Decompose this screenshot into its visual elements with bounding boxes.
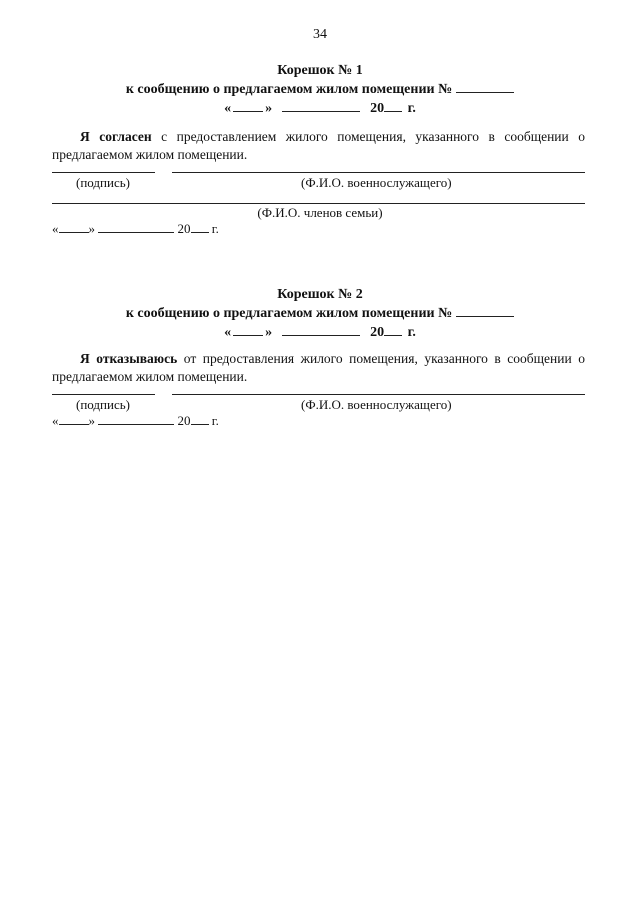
month-blank bbox=[282, 323, 360, 336]
stub-1-heading bbox=[0, 62, 640, 118]
sign-year-blank bbox=[191, 413, 209, 425]
sign-year-prefix: 20 bbox=[177, 221, 191, 236]
refusal-phrase: Я отказываюсь bbox=[80, 351, 178, 366]
stub-2-subtitle-text: к сообщению о предлагаемом жилом помещении № bbox=[125, 306, 453, 321]
year-suffix: г. bbox=[407, 101, 416, 116]
sign-month-blank bbox=[98, 413, 174, 425]
sign-date-close-quote: » bbox=[88, 413, 95, 428]
refusal-rest: от предоставления жилого помещения, указанного в сообщении о предлагаемом жилом помещении. bbox=[52, 351, 585, 384]
consent-rest: с предоставлением жилого помещения, указанного в сообщении о предлагаемом жилом помещении. bbox=[52, 129, 585, 162]
stub-1-subtitle-text: к сообщению о предлагаемом жилом помещении № bbox=[125, 82, 453, 97]
stub-2-heading bbox=[0, 286, 640, 342]
sign-year-blank bbox=[191, 221, 209, 233]
signature-line bbox=[52, 394, 155, 395]
month-blank bbox=[282, 99, 360, 112]
sign-year-suffix: г. bbox=[211, 221, 219, 236]
family-caption: (Ф.И.О. членов семьи) bbox=[257, 205, 383, 220]
stub-2-sign-date bbox=[52, 413, 219, 429]
sign-date-open-quote: « bbox=[52, 413, 59, 428]
date-close-quote: » bbox=[265, 325, 273, 340]
year-prefix: 20 bbox=[370, 325, 385, 340]
message-number-blank bbox=[456, 80, 514, 93]
signature-caption: (подпись) bbox=[76, 175, 130, 190]
fio-line bbox=[172, 172, 585, 173]
sign-day-blank bbox=[59, 413, 89, 425]
sign-date-close-quote: » bbox=[88, 221, 95, 236]
fio-caption: (Ф.И.О. военнослужащего) bbox=[301, 397, 452, 412]
year-suffix: г. bbox=[407, 325, 416, 340]
stub-2-title: Корешок № 2 bbox=[277, 287, 363, 302]
day-blank bbox=[233, 99, 263, 112]
sign-date-open-quote: « bbox=[52, 221, 59, 236]
sign-year-prefix: 20 bbox=[177, 413, 191, 428]
year-blank bbox=[384, 323, 402, 336]
stub-1-sign-date bbox=[52, 221, 219, 237]
consent-phrase: Я согласен bbox=[80, 129, 152, 144]
page-number: 34 bbox=[313, 27, 327, 42]
stub-1-subtitle bbox=[0, 80, 640, 99]
date-open-quote: « bbox=[224, 101, 232, 116]
date-open-quote: « bbox=[224, 325, 232, 340]
year-prefix: 20 bbox=[370, 101, 385, 116]
stub-1-statement bbox=[52, 128, 585, 164]
fio-caption: (Ф.И.О. военнослужащего) bbox=[301, 175, 452, 190]
stub-1-date bbox=[0, 99, 640, 118]
signature-caption: (подпись) bbox=[76, 397, 130, 412]
year-blank bbox=[384, 99, 402, 112]
day-blank bbox=[233, 323, 263, 336]
date-close-quote: » bbox=[265, 101, 273, 116]
signature-line bbox=[52, 172, 155, 173]
family-line bbox=[52, 203, 585, 204]
stub-2-subtitle bbox=[0, 304, 640, 323]
stub-2-statement bbox=[52, 350, 585, 386]
stub-2-date bbox=[0, 323, 640, 342]
sign-day-blank bbox=[59, 221, 89, 233]
sign-month-blank bbox=[98, 221, 174, 233]
message-number-blank bbox=[456, 304, 514, 317]
sign-year-suffix: г. bbox=[211, 413, 219, 428]
fio-line bbox=[172, 394, 585, 395]
stub-1-title: Корешок № 1 bbox=[277, 63, 363, 78]
